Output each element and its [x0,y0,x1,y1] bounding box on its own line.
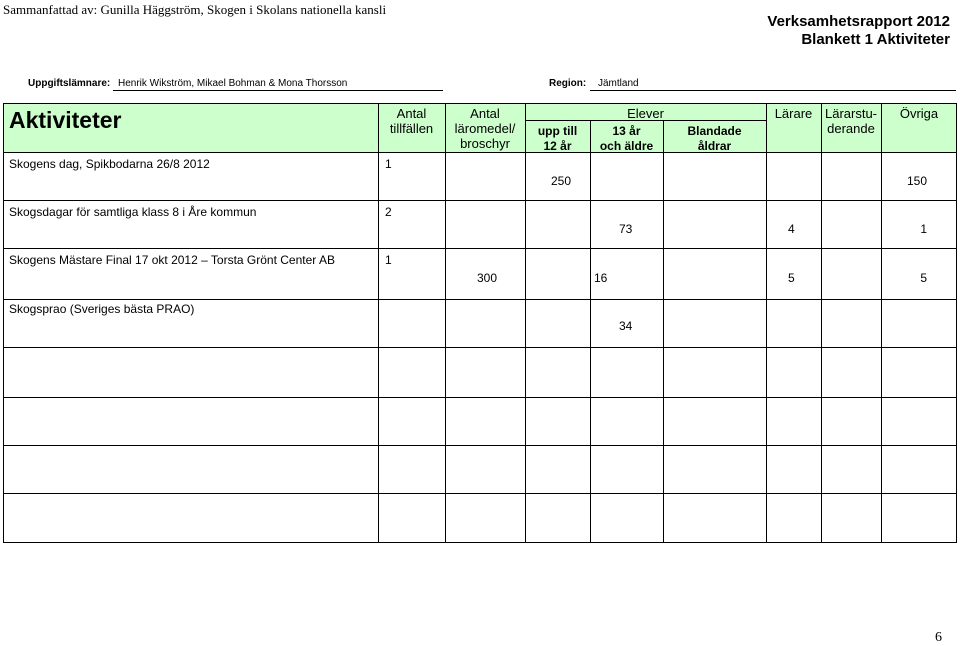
col-laromedel-line1: Antal [470,106,500,121]
region-value: Jämtland [598,78,639,89]
row-3-name: Skogens Mästare Final 17 okt 2012 – Torsta Grönt Center AB [9,253,335,267]
activities-table [3,103,957,543]
row-1-name: Skogens dag, Spikbodarna 26/8 2012 [9,157,210,171]
col-blandade-line2: åldrar [697,139,732,153]
row-3-13ar: 16 [594,271,608,285]
row-1-tillfallen: 1 [385,157,392,171]
row-3-tillfallen: 1 [385,253,392,267]
row-4-13ar: 34 [619,319,633,333]
col-tillfallen-line2: tillfällen [389,121,434,136]
col-lararstu-line1: Lärarstu- [824,106,878,121]
row-2-tillfallen: 2 [385,205,392,219]
row-3-larare: 5 [788,271,795,285]
col-blandade-line1: Blandade [687,124,742,138]
col-lararstu-line2: derande [827,121,875,136]
row-2-name: Skogsdagar för samtliga klass 8 i Åre kommun [9,205,257,219]
col-upptill-line2: 12 år [543,139,572,153]
row-1-ovriga: 150 [906,174,927,188]
col-laromedel-line3: broschyr [460,136,510,151]
col-13ar-line2: och äldre [599,139,654,153]
col-larare: Lärare [774,106,813,121]
table-title: Aktiviteter [9,107,122,133]
page-number: 6 [935,630,942,645]
col-ovriga: Övriga [899,106,939,121]
region-label: Region: [549,78,587,89]
row-3-ovriga: 5 [920,271,927,285]
row-2-larare: 4 [788,222,795,236]
col-upptill-line1: upp till [537,124,578,138]
summary-author: Sammanfattad av: Gunilla Häggström, Skogen i Skolans nationella kansli [3,2,387,17]
reporter-underline [113,90,443,91]
report-title: Verksamhetsrapport 2012 [767,13,950,30]
col-tillfallen-line1: Antal [396,106,427,121]
row-1-upptill: 250 [551,174,572,188]
row-3-laromedel: 300 [477,271,498,285]
row-2-ovriga: 1 [920,222,927,236]
row-2-13ar: 73 [619,222,633,236]
col-13ar-line1: 13 år [612,124,641,138]
reporter-value: Henrik Wikström, Mikael Bohman & Mona Thorsson [118,78,348,89]
region-underline [590,90,956,91]
row-4-name: Skogsprao (Sveriges bästa PRAO) [9,302,195,316]
reporter-label: Uppgiftslämnare: [28,78,111,89]
col-laromedel-line2: läromedel/ [454,121,516,136]
group-elever: Elever [627,106,664,121]
form-title: Blankett 1 Aktiviteter [801,31,950,48]
